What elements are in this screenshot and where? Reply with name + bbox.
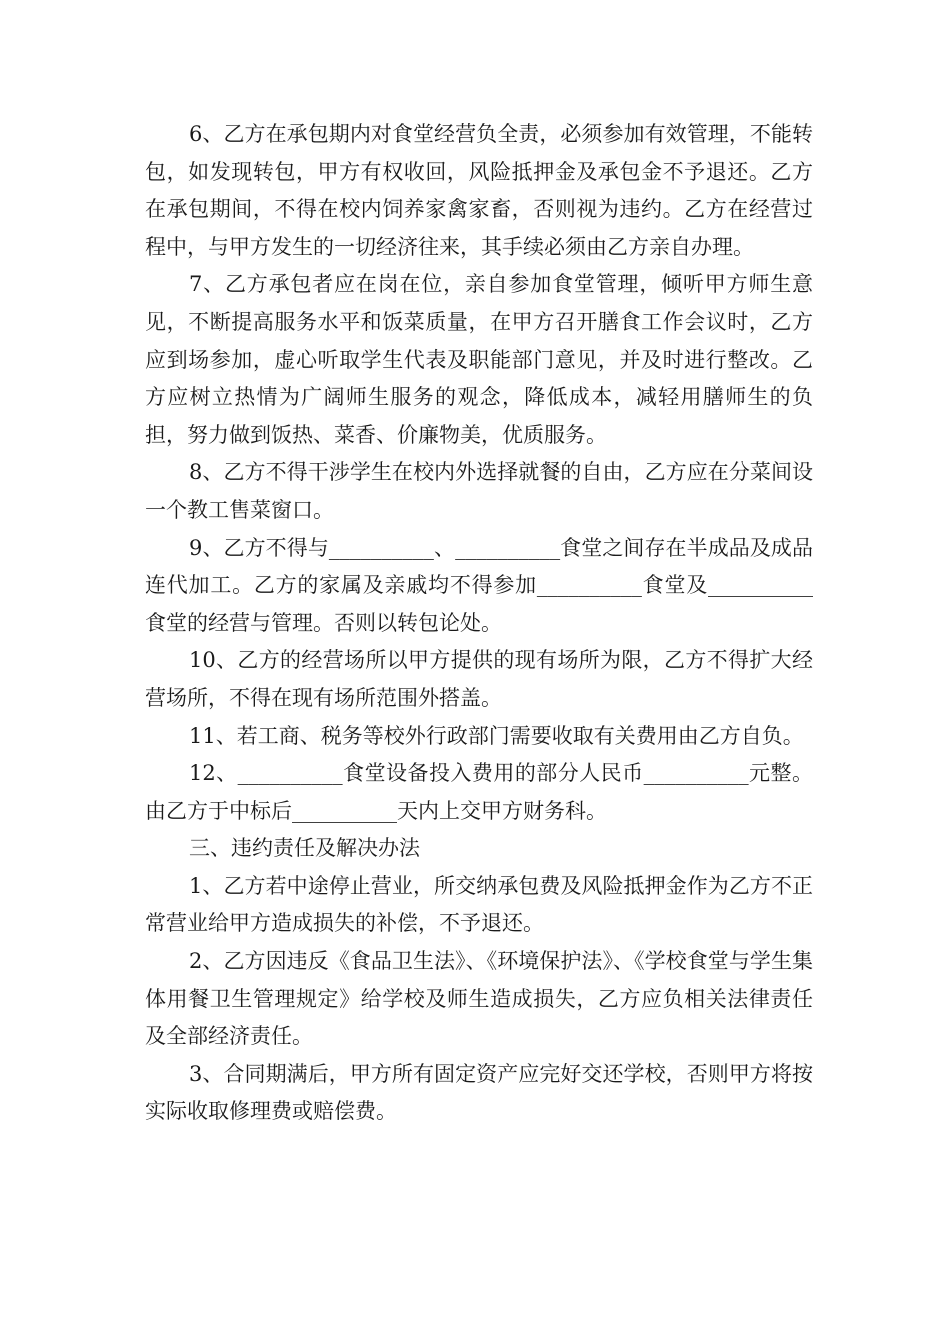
document-body (145, 116, 813, 1131)
section-heading-text: 三、违约责任及解决办法 (189, 836, 420, 861)
clause-text: 1、乙方若中途停止营业，所交纳承包费及风险抵押金作为乙方不正常营业给甲方造成损失的补偿，不予退还。 (145, 873, 813, 936)
clause-9 (145, 530, 813, 643)
breach-clause-2 (145, 943, 813, 1056)
clause-6 (145, 116, 813, 266)
clause-11 (145, 718, 813, 756)
section-heading-breach (145, 830, 813, 868)
clause-text: 10、乙方的经营场所以甲方提供的现有场所为限，乙方不得扩大经营场所，不得在现有场所范围外搭盖。 (145, 648, 813, 710)
clause-7 (145, 266, 813, 454)
clause-10 (145, 642, 813, 717)
clause-text: 11、若工商、税务等校外行政部门需要收取有关费用由乙方自负。 (189, 723, 804, 748)
clause-text: 3、合同期满后，甲方所有固定资产应完好交还学校，否则甲方将按实际收取修理费或赔偿费。 (145, 1061, 813, 1124)
clause-text: 9、乙方不得与__________、__________食堂之间存在半成品及成品连代加工。乙方的家属及亲戚均不得参加__________食堂及__________食堂的经营与管理。否则以转包论处。 (145, 535, 813, 635)
clause-8 (145, 454, 813, 529)
clause-text: 6、乙方在承包期内对食堂经营负全责，必须参加有效管理，不能转包，如发现转包，甲方有权收回，风险抵押金及承包金不予退还。乙方在承包期间，不得在校内饲养家禽家畜，否则视为违约。乙方在经营过程中，与甲方发生的一切经济往来，其手续必须由乙方亲自办理。 (145, 122, 813, 259)
breach-clause-3 (145, 1056, 813, 1131)
clause-text: 7、乙方承包者应在岗在位，亲自参加食堂管理，倾听甲方师生意见，不断提高服务水平和饭菜质量，在甲方召开膳食工作会议时，乙方应到场参加，虚心听取学生代表及职能部门意见，并及时进行整改。乙方应树立热情为广阔师生服务的观念，降低成本，减轻用膳师生的负担，努力做到饭热、菜香、价廉物美，优质服务。 (145, 272, 813, 447)
clause-12 (145, 755, 813, 830)
clause-text: 12、__________食堂设备投入费用的部分人民币__________元整。由乙方于中标后__________天内上交甲方财务科。 (145, 761, 813, 823)
clause-text: 8、乙方不得干涉学生在校内外选择就餐的自由，乙方应在分菜间设一个教工售菜窗口。 (145, 460, 813, 522)
clause-text: 2、乙方因违反《食品卫生法》、《环境保护法》、《学校食堂与学生集体用餐卫生管理规定》给学校及师生造成损失，乙方应负相关法律责任及全部经济责任。 (145, 949, 813, 1049)
breach-clause-1 (145, 868, 813, 943)
